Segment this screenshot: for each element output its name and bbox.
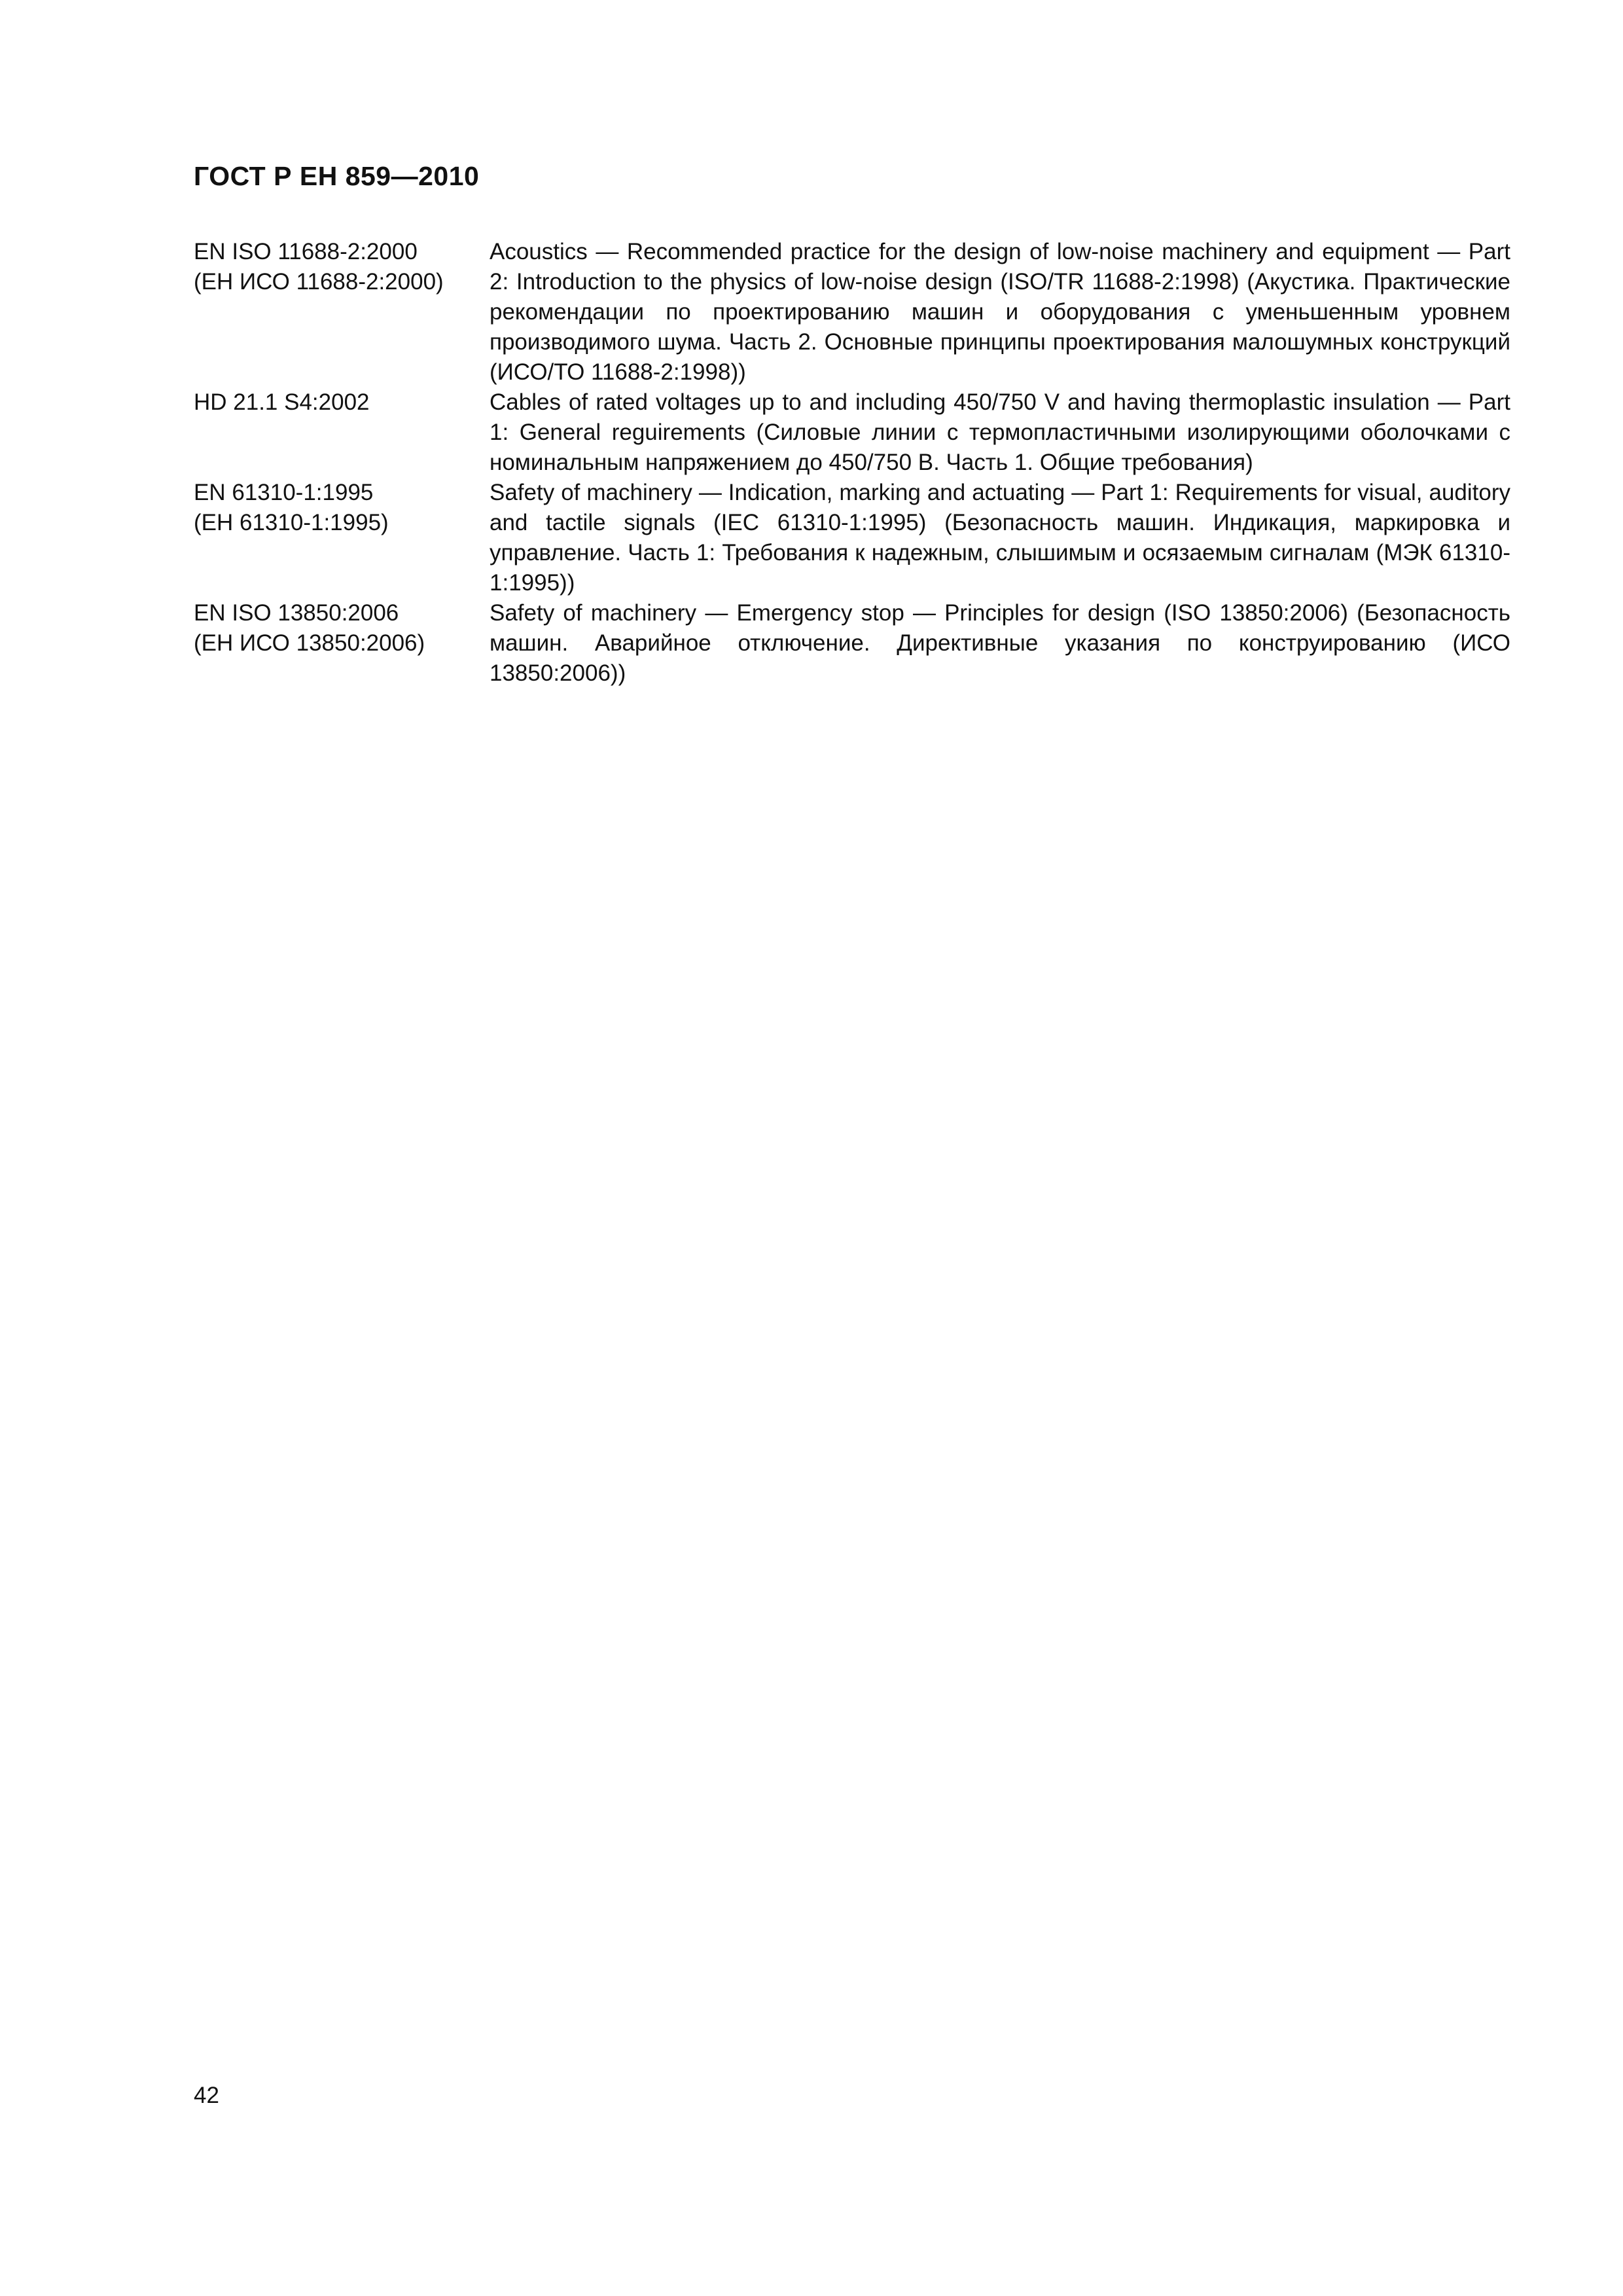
- reference-code-cell: [194, 478, 490, 598]
- reference-code-cell: [194, 598, 490, 689]
- reference-code: EN 61310-1:1995: [194, 480, 374, 505]
- reference-description: Cables of rated voltages up to and including 450/750 V and having thermoplastic insulation — Part 1: General reguirements (Силовые линии с термопластичными изолирующими оболочками с номинальным напряжением до 450/750 В. Часть 1. Общие требования): [490, 389, 1510, 475]
- reference-code-cell: [194, 237, 490, 387]
- reference-entry: [194, 387, 1510, 478]
- reference-code: HD 21.1 S4:2002: [194, 389, 370, 415]
- reference-description: Safety of machinery — Emergency stop — Principles for design (ISO 13850:2006) (Безопасность машин. Аварийное отключение. Директивные указания по конструированию (ИСО 13850:2006)): [490, 600, 1510, 686]
- reference-description: Acoustics — Recommended practice for the design of low-noise machinery and equipment — Part 2: Introduction to the physics of low-noise design (ISO/TR 11688-2:1998) (Акустика. Практические рекомендации по проектированию машин и оборудования с уменьшенным уровнем производимого шума. Часть 2. Основные принципы проектирования малошумных конструкций (ИСО/ТО 11688-2:1998)): [490, 239, 1510, 385]
- reference-entry: [194, 237, 1510, 387]
- page-number: 42: [194, 2083, 219, 2108]
- reference-code: EN ISO 13850:2006: [194, 600, 399, 626]
- reference-code-ru: (ЕН ИСО 13850:2006): [194, 630, 425, 656]
- reference-code: EN ISO 11688-2:2000: [194, 239, 418, 264]
- document-header: ГОСТ Р ЕН 859—2010: [194, 161, 480, 191]
- references-list: [194, 237, 1510, 689]
- reference-entry: [194, 598, 1510, 689]
- reference-entry: [194, 478, 1510, 598]
- reference-description: Safety of machinery — Indication, marking and actuating — Part 1: Requirements for visual, auditory and tactile signals (IEC 61310-1:1995) (Безопасность машин. Индикация, маркировка и управление. Часть 1: Требования к надежным, слышимым и осязаемым сигналам (МЭК 61310-1:1995)): [490, 480, 1510, 596]
- reference-code-cell: [194, 387, 490, 478]
- reference-code-ru: (ЕН ИСО 11688-2:2000): [194, 269, 444, 295]
- reference-code-ru: (ЕН 61310-1:1995): [194, 510, 389, 535]
